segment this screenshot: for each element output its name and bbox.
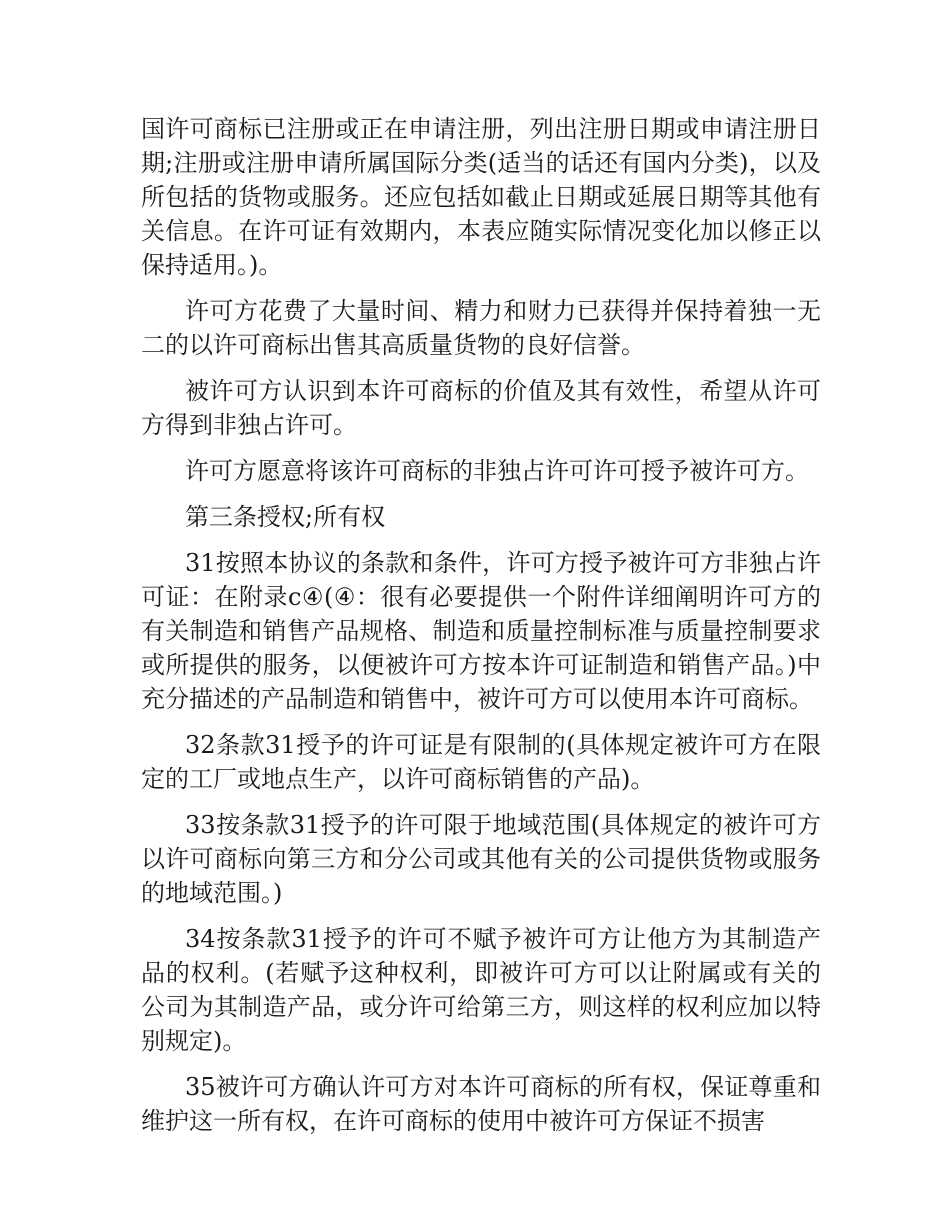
paragraph-licensor-reputation: 许可方花费了大量时间、精力和财力已获得并保持着独一无二的以许可商标出售其高质量货物的良好信誉。	[141, 297, 821, 359]
paragraph-licensor-willing: 许可方愿意将该许可商标的非独占许可许可授予被许可方。	[185, 457, 809, 485]
clause-3-1: 31按照本协议的条款和条件，许可方授予被许可方非独占许可证：在附录c④(④：很有必要提供一个附件详细阐明许可方的有关制造和销售产品规格、制造和质量控制标准与质量控制要求或所提供的服务，以便被许可方按本许可证制造和销售产品。)中充分描述的产品制造和销售中，被许可方可以使用本许可商标。	[141, 549, 821, 713]
clause-3-4: 34按条款31授予的许可不赋予被许可方让他方为其制造产品的权利。(若赋予这种权利，即被许可方可以让附属或有关的公司为其制造产品，或分许可给第三方，则这样的权利应加以特别规定)。	[141, 925, 821, 1055]
clause-3-2: 32条款31授予的许可证是有限制的(具体规定被许可方在限定的工厂或地点生产，以许可商标销售的产品)。	[141, 731, 821, 793]
document-page	[141, 112, 821, 1150]
clause-3-3: 33按条款31授予的许可限于地域范围(具体规定的被许可方以许可商标向第三方和分公司或其他有关的公司提供货物或服务的地域范围。)	[141, 811, 821, 907]
section-heading-article-3: 第三条授权;所有权	[185, 503, 386, 531]
paragraph-licensee-recognition: 被许可方认识到本许可商标的价值及其有效性，希望从许可方得到非独占许可。	[141, 377, 821, 439]
paragraph-registration-note: 国许可商标已注册或正在申请注册，列出注册日期或申请注册日期;注册或注册申请所属国际分类(适当的话还有国内分类)，以及所包括的货物或服务。还应包括如截止日期或延展日期等其他有关信息。在许可证有效期内，本表应随实际情况变化加以修正以保持适用。)。	[141, 115, 821, 279]
clause-3-5: 35被许可方确认许可方对本许可商标的所有权，保证尊重和维护这一所有权，在许可商标的使用中被许可方保证不损害	[141, 1073, 821, 1135]
